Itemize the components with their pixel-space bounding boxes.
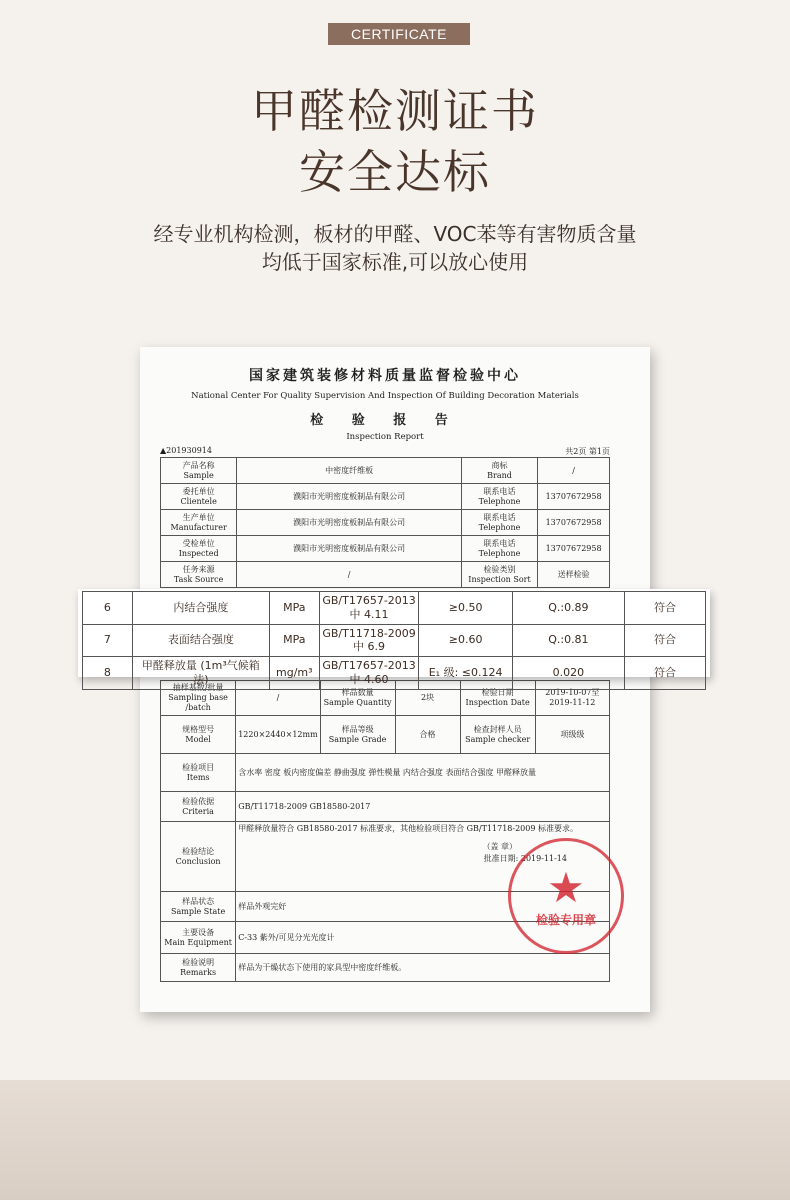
org-name-cn: 国家建筑装修材料质量监督检验中心: [249, 368, 521, 384]
checker-value: 项级级: [535, 716, 609, 754]
row-value2: 13707672958: [538, 484, 610, 510]
result-verdict: 符合: [624, 592, 705, 625]
result-item: 表面结合强度: [132, 624, 269, 657]
equip-value: C-33 紫外/可见分光光度计: [236, 922, 610, 954]
row-value: 濮阳市光明密度板制品有限公司: [237, 510, 462, 536]
model-value: 1220×2440×12mm: [236, 716, 320, 754]
criteria-value: GB/T11718-2009 GB18580-2017: [236, 792, 610, 822]
certificate-badge: CERTIFICATE: [328, 23, 470, 45]
report-header: [160, 365, 610, 588]
row-label-cn: 生产单位: [182, 512, 215, 522]
row-label2-cn: 联系电话: [483, 486, 516, 496]
table-row: [161, 536, 610, 562]
row-value: 中密度纤维板: [237, 458, 462, 484]
state-label-en: Sample State: [171, 906, 226, 916]
seal-note: （盖 章）: [482, 842, 517, 851]
org-name-en: National Center For Quality Supervision And Inspection Of Building Decoration Materials: [191, 391, 579, 401]
result-std: GB/T17657-2013 中 4.60: [319, 657, 419, 690]
equip-label-cn: 主要设备: [182, 927, 215, 937]
equip-label-en: Main Equipment: [164, 937, 232, 947]
row-label2-en: Inspection Sort: [468, 574, 531, 584]
row-label-cn: 任务来源: [182, 564, 215, 574]
table-row: [161, 562, 610, 588]
row-label-cn: 产品名称: [182, 460, 215, 470]
row-label2-en: Telephone: [478, 496, 521, 506]
report-top-table: [160, 457, 610, 588]
state-value: 样品外观完好: [236, 892, 610, 922]
date-label-en: Inspection Date: [465, 698, 530, 707]
row-value: 濮阳市光明密度板制品有限公司: [237, 536, 462, 562]
model-label-cn: 规格型号: [182, 724, 215, 734]
result-item: 甲醛释放量 (1m³气候箱法): [132, 657, 269, 690]
result-no: 6: [83, 592, 133, 625]
conclusion-value: 甲醛释放量符合 GB18580-2017 标准要求，其他检验项目符合 GB/T11718-2009 标准要求。: [238, 824, 578, 833]
report-title-cn: 检 验 报 告: [310, 413, 460, 428]
row-label2-cn: 检验类别: [483, 564, 516, 574]
seal-text: 检验专用章: [535, 913, 596, 927]
result-std: GB/T17657-2013 中 4.11: [319, 592, 419, 625]
page-info: 共2页 第1页: [565, 447, 610, 456]
row-label2-en: Telephone: [478, 522, 521, 532]
table-row: [161, 792, 610, 822]
row-label-en: Task Source: [173, 574, 224, 584]
subtitle-line1: 经专业机构检测，板材的甲醛、VOC苯等有害物质含量: [153, 222, 637, 246]
results-table: [82, 591, 706, 690]
result-item: 内结合强度: [132, 592, 269, 625]
conclusion-label-cn: 检验结论: [182, 846, 215, 856]
sampling-label-en: Sampling base /batch: [168, 693, 228, 712]
result-unit: MPa: [269, 624, 319, 657]
approval-date: 批准日期: 2019-11-14: [483, 854, 567, 863]
row-label-en: Sample: [183, 470, 214, 480]
result-measured: Q.:0.89: [512, 592, 624, 625]
result-req: ≥0.60: [419, 624, 512, 657]
result-req: E₁ 级: ≤0.124: [419, 657, 512, 690]
result-std: GB/T11718-2009 中 6.9: [319, 624, 419, 657]
result-req: ≥0.50: [419, 592, 512, 625]
result-no: 8: [83, 657, 133, 690]
row-value2: 13707672958: [538, 536, 610, 562]
sampling-label-cn: 抽样基数/批量: [172, 683, 224, 692]
table-row: [161, 954, 610, 982]
checker-label-cn: 检查封样人员: [473, 724, 522, 734]
row-value: 濮阳市光明密度板制品有限公司: [237, 484, 462, 510]
row-label2-en: Brand: [487, 470, 512, 480]
table-row: [83, 624, 706, 657]
result-verdict: 符合: [624, 657, 705, 690]
subtitle-line2: 均低于国家标准,可以放心使用: [261, 250, 529, 274]
qty-label-cn: 样品数量: [341, 688, 374, 697]
items-value: 含水率 密度 板内密度偏差 静曲强度 弹性模量 内结合强度 表面结合强度 甲醛释放量: [236, 754, 610, 792]
row-label2-cn: 商标: [491, 460, 508, 470]
state-label-cn: 样品状态: [182, 896, 215, 906]
row-value2: 送样检验: [538, 562, 610, 588]
row-value: /: [237, 562, 462, 588]
grade-label-en: Sample Grade: [328, 734, 387, 744]
result-unit: MPa: [269, 592, 319, 625]
date-value: 2019-10-07至 2019-11-12: [535, 681, 609, 716]
table-row: [161, 754, 610, 792]
bottom-band: [0, 1080, 790, 1200]
table-row: [161, 484, 610, 510]
table-row: [161, 510, 610, 536]
report-number: ▲201930914: [160, 446, 212, 455]
seal-star-icon: ★: [547, 863, 585, 912]
date-label-cn: 检验日期: [481, 688, 514, 697]
conclusion-label-en: Conclusion: [175, 856, 221, 866]
page-title-line2: 安全达标: [299, 145, 491, 199]
checker-label-en: Sample checker: [465, 734, 531, 744]
row-label-cn: 受检单位: [182, 538, 215, 548]
row-label2-cn: 联系电话: [483, 512, 516, 522]
result-unit: mg/m³: [269, 657, 319, 690]
row-label2-cn: 联系电话: [483, 538, 516, 548]
qty-value: 2块: [395, 681, 460, 716]
sampling-value: /: [236, 681, 320, 716]
remarks-label-en: Remarks: [180, 967, 217, 977]
row-label2-en: Telephone: [478, 548, 521, 558]
result-verdict: 符合: [624, 624, 705, 657]
remarks-value: 样品为干燥状态下使用的家具型中密度纤维板。: [236, 954, 610, 982]
row-value2: 13707672958: [538, 510, 610, 536]
qty-label-en: Sample Quantity: [323, 698, 392, 707]
results-strip: [78, 589, 710, 686]
criteria-label-en: Criteria: [182, 806, 214, 816]
table-row: [161, 716, 610, 754]
report-title-en: Inspection Report: [346, 432, 424, 442]
inspection-seal: [508, 838, 624, 954]
row-label-en: Manufacturer: [170, 522, 227, 532]
grade-label-cn: 样品等级: [341, 724, 374, 734]
page-title-line1: 甲醛检测证书: [251, 84, 539, 138]
remarks-label-cn: 检验说明: [182, 957, 215, 967]
row-label-en: Inspected: [178, 548, 219, 558]
result-no: 7: [83, 624, 133, 657]
row-value2: /: [538, 458, 610, 484]
row-label-en: Clientele: [180, 496, 217, 506]
items-label-en: Items: [186, 772, 210, 782]
row-label-cn: 委托单位: [182, 486, 215, 496]
result-measured: Q.:0.81: [512, 624, 624, 657]
result-measured: 0.020: [512, 657, 624, 690]
report-meta: [160, 446, 610, 457]
model-label-en: Model: [185, 734, 211, 744]
criteria-label-cn: 检验依据: [182, 796, 215, 806]
items-label-cn: 检验项目: [182, 762, 215, 772]
table-row: [83, 657, 706, 690]
table-row: [161, 458, 610, 484]
table-row: [83, 592, 706, 625]
grade-value: 合格: [395, 716, 460, 754]
